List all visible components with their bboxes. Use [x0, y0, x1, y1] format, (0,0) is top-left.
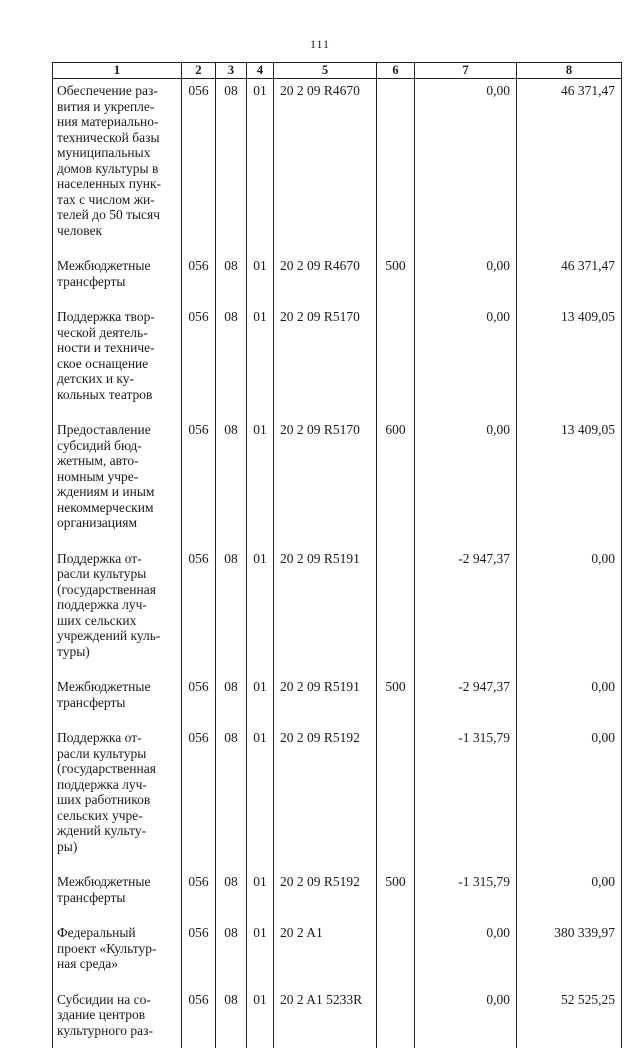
- budget-table: [52, 62, 622, 1048]
- total-amount-cell: 0,00: [517, 726, 622, 870]
- subsection-code-cell: 01: [247, 305, 274, 418]
- table-row: [53, 726, 622, 870]
- total-amount-cell: 46 371,47: [517, 254, 622, 305]
- item-name-cell: Поддержка от- расли культуры (государственная поддержка луч- ших сельских учреждений куль- туры): [53, 547, 182, 676]
- grbs-code-cell: 056: [182, 726, 216, 870]
- subsection-code-cell: 01: [247, 988, 274, 1048]
- change-amount-cell: 0,00: [415, 988, 517, 1048]
- target-article-cell: 20 2 09 R5191: [274, 675, 377, 726]
- target-article-cell: 20 2 A1 5233R: [274, 988, 377, 1048]
- table-row: [53, 921, 622, 988]
- item-name-cell: Предоставление субсидий бюд- жетным, авто- номным учре- ждениям и иным некоммерческим организациям: [53, 418, 182, 547]
- total-amount-cell: 13 409,05: [517, 418, 622, 547]
- section-code-cell: 08: [216, 79, 247, 255]
- change-amount-cell: 0,00: [415, 921, 517, 988]
- section-code-cell: 08: [216, 675, 247, 726]
- table-body: [53, 79, 622, 1048]
- grbs-code-cell: 056: [182, 988, 216, 1048]
- expense-type-cell: [377, 921, 415, 988]
- total-amount-cell: 0,00: [517, 870, 622, 921]
- expense-type-cell: 500: [377, 675, 415, 726]
- table-row: [53, 418, 622, 547]
- change-amount-cell: -1 315,79: [415, 726, 517, 870]
- table-row: [53, 79, 622, 255]
- header-cell: 4: [247, 63, 274, 79]
- total-amount-cell: 380 339,97: [517, 921, 622, 988]
- header-cell: 3: [216, 63, 247, 79]
- total-amount-cell: 13 409,05: [517, 305, 622, 418]
- grbs-code-cell: 056: [182, 305, 216, 418]
- subsection-code-cell: 01: [247, 921, 274, 988]
- subsection-code-cell: 01: [247, 726, 274, 870]
- grbs-code-cell: 056: [182, 921, 216, 988]
- target-article-cell: 20 2 09 R5192: [274, 726, 377, 870]
- target-article-cell: 20 2 09 R5191: [274, 547, 377, 676]
- header-cell: 2: [182, 63, 216, 79]
- subsection-code-cell: 01: [247, 675, 274, 726]
- expense-type-cell: [377, 305, 415, 418]
- subsection-code-cell: 01: [247, 418, 274, 547]
- section-code-cell: 08: [216, 547, 247, 676]
- item-name-cell: Межбюджетные трансферты: [53, 675, 182, 726]
- target-article-cell: 20 2 09 R5170: [274, 418, 377, 547]
- change-amount-cell: 0,00: [415, 418, 517, 547]
- target-article-cell: 20 2 09 R4670: [274, 254, 377, 305]
- expense-type-cell: 500: [377, 870, 415, 921]
- section-code-cell: 08: [216, 305, 247, 418]
- change-amount-cell: 0,00: [415, 254, 517, 305]
- item-name-cell: Обеспечение раз- вития и укрепле- ния материально- технической базы муниципальных домов культуры в населенных пунк- тах с числом жи- телей до 50 тысяч человек: [53, 79, 182, 255]
- item-name-cell: Поддержка твор- ческой деятель- ности и техниче- ское оснащение детских и ку- кольных театров: [53, 305, 182, 418]
- section-code-cell: 08: [216, 988, 247, 1048]
- grbs-code-cell: 056: [182, 870, 216, 921]
- expense-type-cell: 500: [377, 254, 415, 305]
- change-amount-cell: 0,00: [415, 79, 517, 255]
- page-number: 111: [0, 37, 640, 52]
- grbs-code-cell: 056: [182, 547, 216, 676]
- change-amount-cell: -2 947,37: [415, 547, 517, 676]
- target-article-cell: 20 2 09 R4670: [274, 79, 377, 255]
- total-amount-cell: 46 371,47: [517, 79, 622, 255]
- item-name-cell: Субсидии на со- здание центров культурного раз-: [53, 988, 182, 1048]
- change-amount-cell: -2 947,37: [415, 675, 517, 726]
- total-amount-cell: 52 525,25: [517, 988, 622, 1048]
- total-amount-cell: 0,00: [517, 547, 622, 676]
- item-name-cell: Межбюджетные трансферты: [53, 870, 182, 921]
- expense-type-cell: [377, 79, 415, 255]
- table-row: [53, 675, 622, 726]
- table-row: [53, 305, 622, 418]
- expense-type-cell: [377, 547, 415, 676]
- subsection-code-cell: 01: [247, 547, 274, 676]
- subsection-code-cell: 01: [247, 254, 274, 305]
- section-code-cell: 08: [216, 870, 247, 921]
- grbs-code-cell: 056: [182, 675, 216, 726]
- grbs-code-cell: 056: [182, 254, 216, 305]
- header-cell: 1: [53, 63, 182, 79]
- table-row: [53, 870, 622, 921]
- table-row: [53, 988, 622, 1048]
- total-amount-cell: 0,00: [517, 675, 622, 726]
- table-header-row: [53, 63, 622, 79]
- table-row: [53, 547, 622, 676]
- section-code-cell: 08: [216, 726, 247, 870]
- target-article-cell: 20 2 09 R5192: [274, 870, 377, 921]
- header-cell: 5: [274, 63, 377, 79]
- target-article-cell: 20 2 A1: [274, 921, 377, 988]
- header-cell: 7: [415, 63, 517, 79]
- expense-type-cell: 600: [377, 418, 415, 547]
- change-amount-cell: -1 315,79: [415, 870, 517, 921]
- section-code-cell: 08: [216, 418, 247, 547]
- header-cell: 8: [517, 63, 622, 79]
- subsection-code-cell: 01: [247, 79, 274, 255]
- header-cell: 6: [377, 63, 415, 79]
- expense-type-cell: [377, 988, 415, 1048]
- item-name-cell: Межбюджетные трансферты: [53, 254, 182, 305]
- item-name-cell: Поддержка от- расли культуры (государственная поддержка луч- ших работников сельских учре- ждений культу- ры): [53, 726, 182, 870]
- target-article-cell: 20 2 09 R5170: [274, 305, 377, 418]
- change-amount-cell: 0,00: [415, 305, 517, 418]
- table-row: [53, 254, 622, 305]
- subsection-code-cell: 01: [247, 870, 274, 921]
- section-code-cell: 08: [216, 921, 247, 988]
- expense-type-cell: [377, 726, 415, 870]
- section-code-cell: 08: [216, 254, 247, 305]
- grbs-code-cell: 056: [182, 79, 216, 255]
- grbs-code-cell: 056: [182, 418, 216, 547]
- item-name-cell: Федеральный проект «Культур- ная среда»: [53, 921, 182, 988]
